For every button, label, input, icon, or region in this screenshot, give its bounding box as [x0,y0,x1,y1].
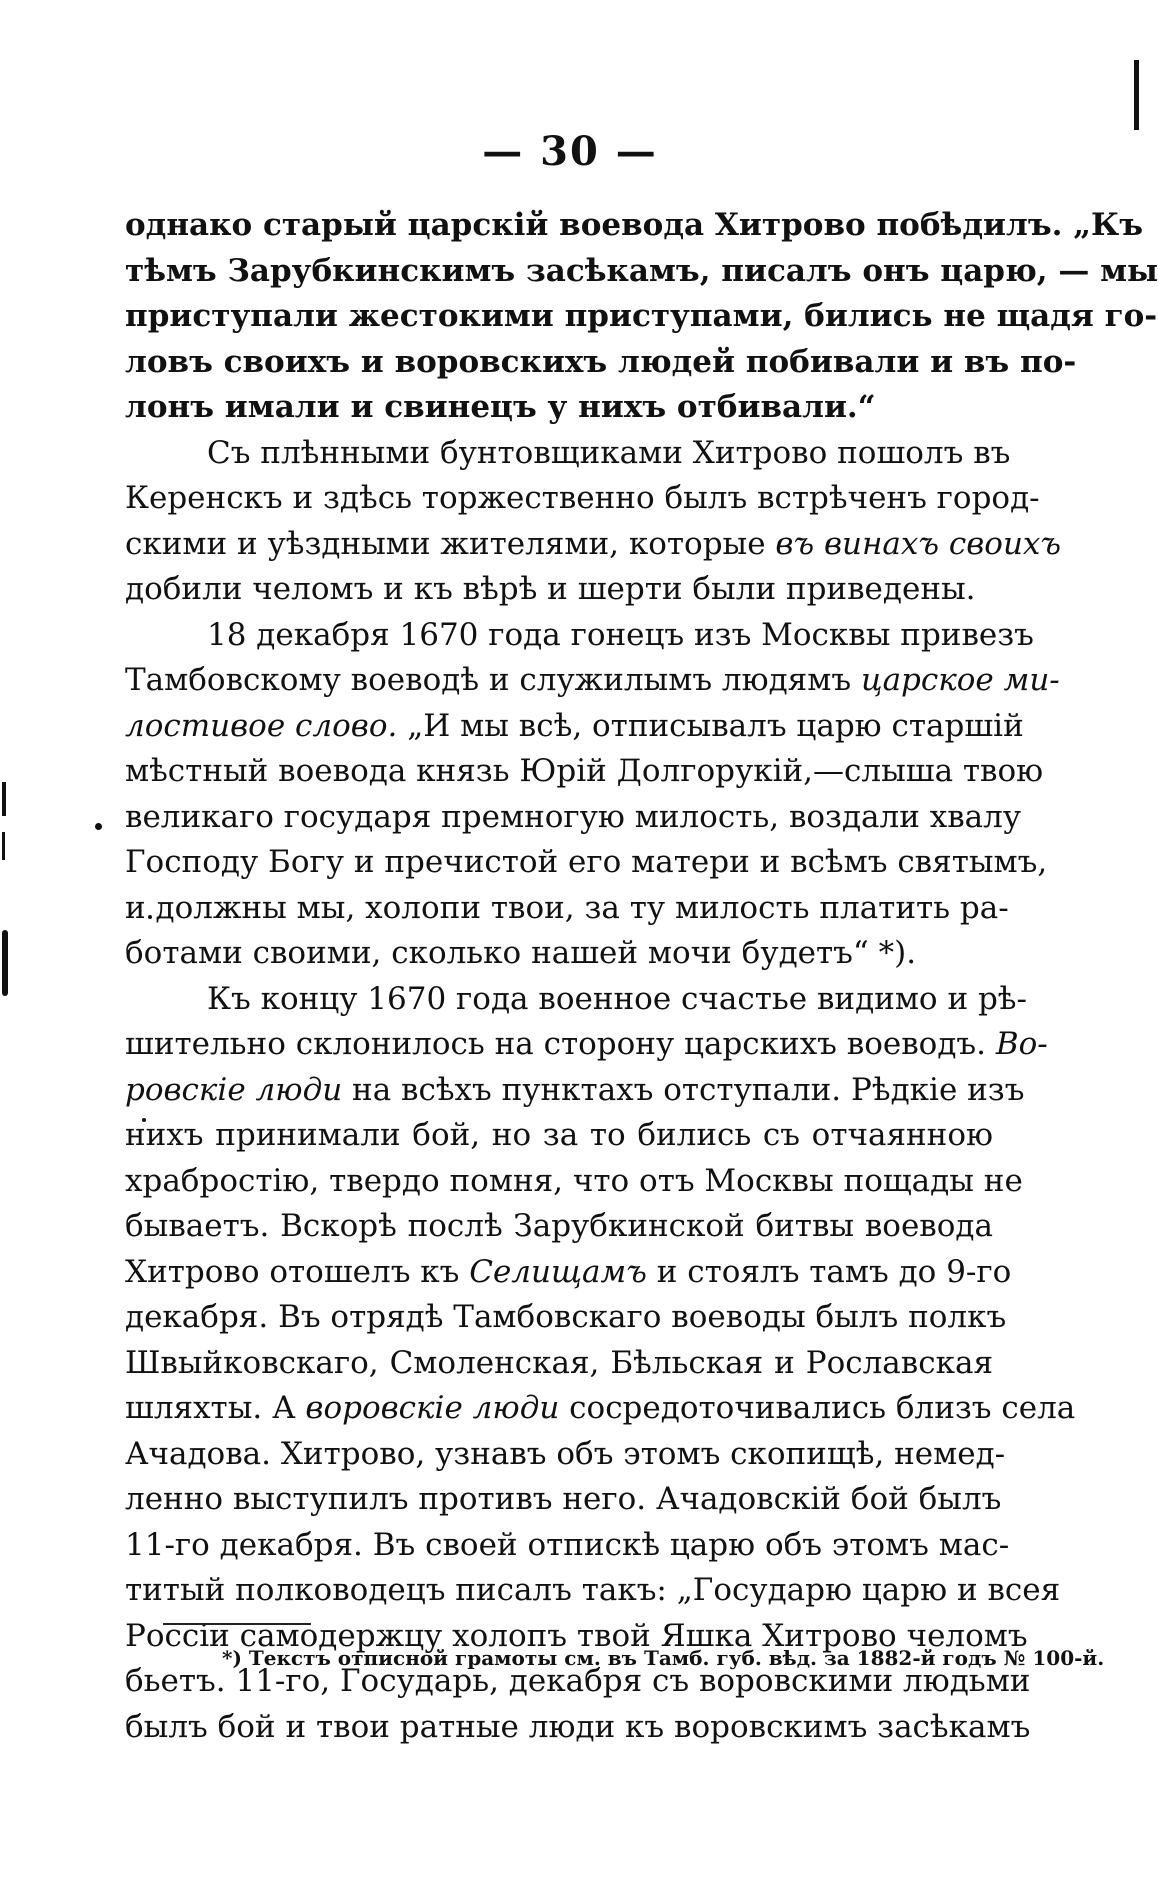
text-line: ловъ своихъ и воровскихъ людей побивали и въ по- [125,343,1077,380]
text-run: Тамбовскому воеводѣ и служилымъ людямъ [125,662,852,698]
text-line: храбростію, твердо помня, что отъ Москвы пощады не [125,1162,1023,1199]
text-line: ленно выступилъ противъ него. Ачадовскій бой былъ [125,1481,1002,1517]
italic-phrase: Селищамъ [469,1253,647,1290]
footnote-divider [163,1623,311,1625]
text-line: бьетъ. 11-го, Государь, декабря съ воровскими людьми [125,1663,1031,1699]
text-line: нихъ принимали бой, но за то бились съ отчаянною [125,1117,993,1153]
footnote: *) Текстъ отписной грамоты см. въ Тамб. губ. вѣд. за 1882-й годъ № 100-й. [222,1646,1105,1670]
text-run: скими и уѣздными жителями, которые [125,525,766,562]
text-line: однако старый царскій воевода Хитрово побѣдилъ. „Къ [125,207,1144,243]
text-run: на всѣхъ пунктахъ отступали. Рѣдкіе изъ [352,1071,1025,1108]
text-line [125,1250,1012,1296]
text-line: мѣстный воевода князь Юрій Долгорукій,—слыша твою [125,753,1044,789]
text-run: „И мы всѣ, отписывалъ царю старшій [407,707,1024,744]
scan-margin-mark [2,832,5,860]
text-line: декабря. Въ отрядѣ Тамбовскаго воеводы былъ полкъ [125,1299,1007,1335]
text-line [125,1068,1025,1114]
scan-speck [95,823,102,830]
italic-phrase: въ винахъ своихъ [775,525,1062,562]
text-line: ботами своими, сколько нашей мочи будетъ“ *). [125,935,917,971]
text-line: 18 декабря 1670 года гонецъ изъ Москвы привезъ [207,616,1034,653]
text-line: 11-го декабря. Въ своей отпискѣ царю объ этомъ мас- [125,1526,1010,1563]
italic-phrase: воровскіе люди [305,1390,560,1426]
text-line: Швыйковскаго, Смоленская, Бѣльская и Рославская [125,1344,993,1381]
text-line: титый полководецъ писалъ такъ: „Государю царю и всея [125,1572,1061,1608]
text-line: бываетъ. Вскорѣ послѣ Зарубкинской битвы воевода [125,1208,993,1244]
text-line: Господу Богу и пречистой его матери и всѣмъ святымъ, [125,844,1048,880]
italic-phrase: ровскіе люди [125,1071,343,1108]
italic-phrase: лостивое слово. [125,707,398,744]
text-line [125,658,1060,704]
text-line [125,522,1062,568]
text-line: великаго государя премногую милость, воздали хвалу [125,798,1022,835]
text-run: сосредоточивались близъ села [569,1390,1076,1426]
text-line: и должны мы, холопи твои, за ту милость платить ра- [125,889,1009,926]
text-run: шляхты. А [125,1390,296,1426]
text-run: шительно склонилось на сторону царскихъ воеводъ. [125,1026,986,1062]
italic-line: добили челомъ и къ вѣрѣ и шерти были приведены. [125,571,976,607]
text-line: Керенскъ и здѣсь торжественно былъ встрѣченъ город- [125,480,1040,516]
text-line: былъ бой и твои ратные люди къ воровскимъ засѣкамъ [125,1708,1031,1745]
text-line [125,704,1024,750]
scan-margin-mark [2,930,8,996]
text-line: Россіи самодержцу холопъ твой Яшка Хитрово челомъ [125,1617,1028,1654]
italic-phrase: Во- [995,1026,1048,1062]
body-text [125,203,1158,1750]
text-line: Къ концу 1670 года военное счастье видимо и рѣ- [207,980,1027,1017]
text-line: тѣмъ Зарубкинскимъ засѣкамъ, писалъ онъ царю, — мы [125,252,1158,289]
text-line: Ачадова. Хитрово, узнавъ объ этомъ скопищѣ, немед- [125,1435,1006,1472]
italic-phrase: царское ми- [860,662,1060,698]
text-line [125,1386,1076,1432]
page-number: — 30 — [482,128,658,175]
text-line [125,1022,1048,1068]
scan-edge-mark [1134,60,1139,130]
text-line: приступали жестокими приступами, бились не щадя го- [125,298,1158,334]
text-run: и стоялъ тамъ до 9-го [656,1253,1012,1290]
text-run: Хитрово отошелъ къ [125,1253,460,1290]
text-line: Съ плѣнными бунтовщиками Хитрово пошолъ въ [207,434,1011,471]
text-line: лонъ имали и свинецъ у нихъ отбивали.“ [125,389,876,425]
scan-margin-mark [2,782,6,816]
